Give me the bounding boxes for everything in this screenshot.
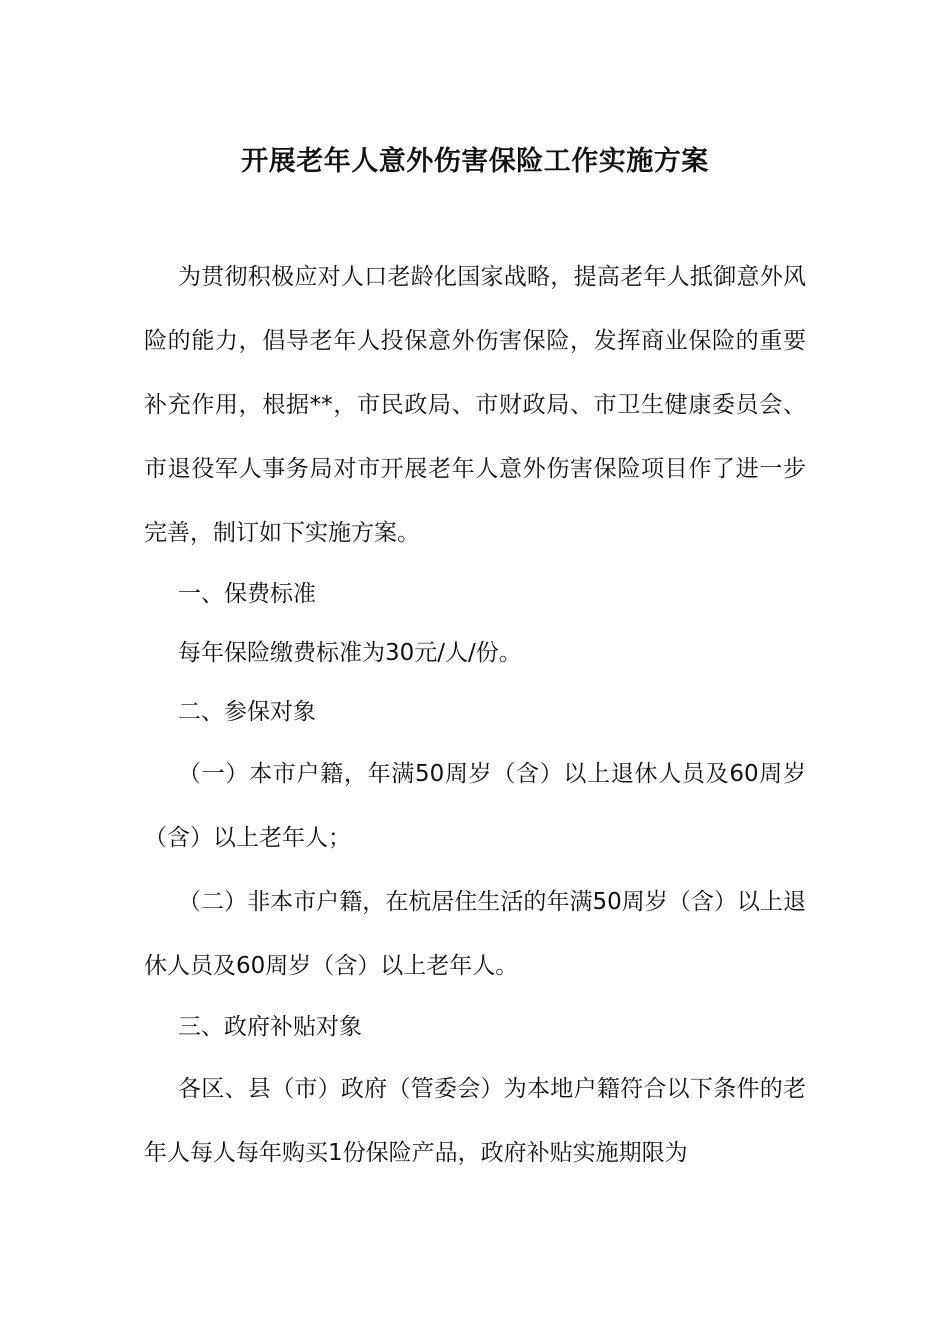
insured-item-2: （二）非本市户籍，在杭居住生活的年满50周岁（含）以上退休人员及60周岁（含）以上老年人。 (144, 889, 806, 979)
subsidy-paragraph: 各区、县（市）政府（管委会）为本地户籍符合以下条件的老年人每人每年购买1份保险产品，政府补贴实施期限为 (144, 1076, 806, 1166)
section-heading-premium: 一、保费标准 (178, 581, 316, 607)
document-title: 开展老年人意外伤害保险工作实施方案 (241, 146, 709, 177)
insured-item-1: （一）本市户籍，年满50周岁（含）以上退休人员及60周岁（含）以上老年人； (144, 761, 806, 851)
section-heading-subsidy: 三、政府补贴对象 (178, 1014, 362, 1040)
premium-standard-paragraph: 每年保险缴费标准为30元/人/份。 (178, 640, 522, 666)
section-heading-insured: 二、参保对象 (178, 699, 316, 725)
intro-paragraph: 为贯彻积极应对人口老龄化国家战略，提高老年人抵御意外风险的能力，倡导老年人投保意外伤害保险，发挥商业保险的重要补充作用，根据**，市民政局、市财政局、市卫生健康委员会、市退役军人事务局对市开展老年人意外伤害保险项目作了进一步完善，制订如下实施方案。 (144, 264, 806, 546)
document-body (144, 245, 806, 1185)
